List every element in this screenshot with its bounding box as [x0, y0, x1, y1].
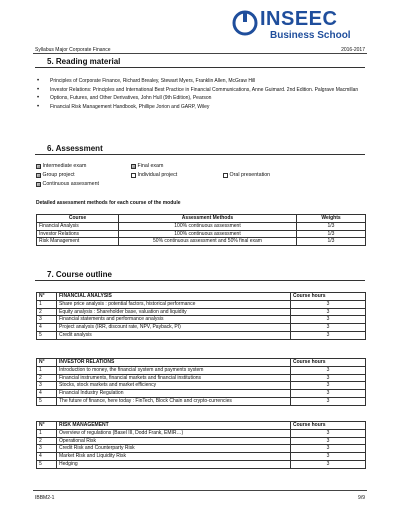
table-cell: 100% continuous assessment: [119, 230, 297, 238]
table-row: 4 Project analysis (IRR, discount rate, NPV, Payback, PI) 3: [37, 324, 366, 332]
table-row: 1 Introduction to money, the financial system and payments system 3: [37, 366, 366, 374]
assessment-option-oral[interactable]: Oral presentation: [223, 172, 270, 178]
reading-list: [37, 77, 367, 111]
list-item: • Investor Relations: Principles and International Best Practice in Financial Communications, Anne Guimard. 2nd Edition. Palgrave Macmillan: [37, 86, 367, 94]
column-header: Weights: [297, 215, 366, 223]
table-row: [37, 230, 366, 238]
table-header-row: N° INVESTOR RELATIONS Course hours: [37, 359, 366, 367]
table-row: 5 The future of finance, here today : FinTech, Block Chain and crypto-currencies 3: [37, 397, 366, 405]
table-cell: 1/3: [297, 222, 366, 230]
section-title-reading: 5. Reading material: [47, 57, 121, 66]
checkbox-checked[interactable]: ☒: [37, 163, 42, 169]
assessment-option-continuous[interactable]: ☒ Continuous assessment: [37, 181, 100, 187]
table-cell: 50% continuous assessment and 50% final exam: [119, 238, 297, 246]
table-row: 4 Market Risk and Liquidity Risk 3: [37, 453, 366, 461]
column-header: Assessment Methods: [119, 215, 297, 223]
header-right-text: 2016-2017: [341, 47, 365, 53]
section-divider: [35, 67, 365, 68]
assessment-option-individual[interactable]: Individual project: [131, 172, 177, 178]
table-header-row: N° FINANCIAL ANALYSIS Course hours: [37, 293, 366, 301]
table-cell: Financial Analysis: [37, 222, 119, 230]
table-row: 3 Stocks, stock markets and market efficiency 3: [37, 382, 366, 390]
column-header: Course: [37, 215, 119, 223]
table-row: 2 Financial instruments, financial markets and financial institutions 3: [37, 374, 366, 382]
table-cell: Risk Management: [37, 238, 119, 246]
table-row: [37, 238, 366, 246]
outline-table-financial-analysis: [36, 292, 366, 340]
table-header-row: N° RISK MANAGEMENT Course hours: [37, 422, 366, 430]
table-row: 1 Share price analysis : potential factors, historical performance 3: [37, 300, 366, 308]
footer-left-text: IBBM2-1: [35, 495, 55, 501]
assessment-option-intermediate[interactable]: ☒ Intermediate exam: [37, 163, 87, 169]
section-divider: [35, 154, 365, 155]
assessment-methods-table: [36, 214, 366, 246]
checkbox-checked[interactable]: ☒: [132, 163, 137, 169]
header-left-text: Syllabus Major Corporate Finance: [35, 47, 111, 53]
section-title-assessment: 6. Assessment: [47, 144, 103, 153]
table-cell: Investor Relations: [37, 230, 119, 238]
table-cell: 100% continuous assessment: [119, 222, 297, 230]
page-number: 9/9: [358, 495, 365, 501]
list-item: • Principles of Corporate Finance, Richard Brealey, Stewart Myers, Franklin Allen, McGraw Hill: [37, 77, 367, 85]
logo-title: INSEEC: [260, 8, 338, 30]
table-row: 5 Hedging 3: [37, 460, 366, 468]
checkbox-unchecked[interactable]: [131, 173, 136, 178]
section-divider: [35, 280, 365, 281]
section-title-outline: 7. Course outline: [47, 270, 112, 279]
header-divider: [33, 53, 367, 54]
logo-mark-icon: [232, 10, 258, 36]
detailed-assessment-heading: Detailed assessment methods for each course of the module: [36, 200, 181, 206]
checkbox-checked[interactable]: ☒: [37, 172, 42, 178]
table-row: 2 Equity analysis : Shareholder base, valuation and liquidity 3: [37, 308, 366, 316]
checkbox-checked[interactable]: ☒: [37, 181, 42, 187]
footer-divider: [33, 490, 367, 491]
table-cell: 1/3: [297, 238, 366, 246]
list-item: • Financial Risk Management Handbook, Phillipe Jorion and GARP, Wiley: [37, 103, 367, 111]
table-row: 2 Operational Risk 3: [37, 437, 366, 445]
table-row: 3 Credit Risk and Counterparty Risk 3: [37, 445, 366, 453]
table-header-row: [37, 215, 366, 223]
table-row: [37, 222, 366, 230]
logo-subtitle: Business School: [270, 30, 351, 41]
table-row: 1 Overview of regulations (Basel III, Dodd Frank, EMIR…) 3: [37, 429, 366, 437]
table-row: 3 Financial statements and performance analysis 3: [37, 316, 366, 324]
checkbox-unchecked[interactable]: [223, 173, 228, 178]
table-row: 4 Financial Industry Regulation 3: [37, 390, 366, 398]
table-row: 5 Credit analysis 3: [37, 331, 366, 339]
list-item: • Options, Futures, and Other Derivatives, John Hull (9th Edition), Pearson: [37, 94, 367, 102]
outline-table-risk-management: [36, 421, 366, 469]
assessment-option-final[interactable]: ☒ Final exam: [132, 163, 164, 169]
school-logo: [232, 8, 392, 42]
table-cell: 1/3: [297, 230, 366, 238]
outline-table-investor-relations: [36, 358, 366, 406]
assessment-option-group[interactable]: ☒ Group project: [37, 172, 75, 178]
